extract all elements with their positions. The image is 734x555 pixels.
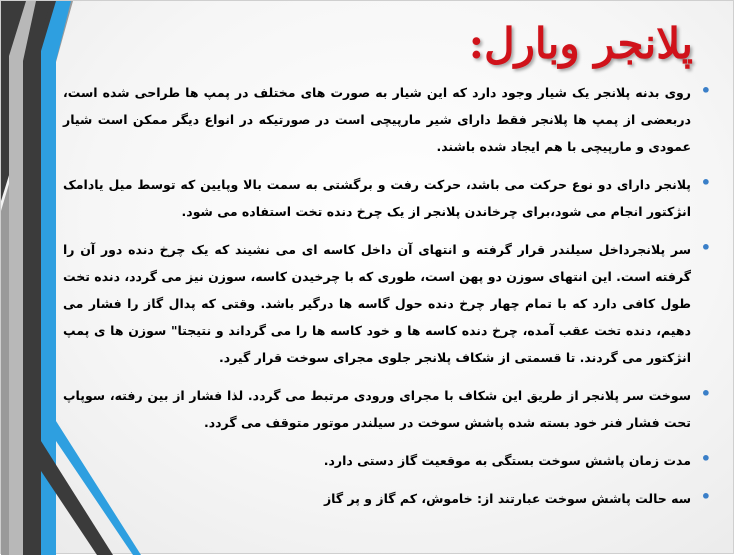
bullet-text: مدت زمان پاشش سوخت بستگی به موقعیت گاز دستی دارد.	[323, 453, 691, 468]
bullet-item	[63, 236, 715, 371]
bullet-item	[63, 447, 715, 474]
bullet-dot-icon: •	[700, 238, 711, 257]
bullet-dot-icon: •	[700, 81, 711, 100]
bullet-dot-icon: •	[700, 384, 711, 403]
bullet-item	[63, 79, 715, 160]
bullet-text: روی بدنه پلانجر یک شیار وجود دارد که این شیار به صورت های مختلف در پمپ ها طراحی شده است، دربعضی از پمپ ها پلانجر فقط دارای شیر مارپیچی است در صورتیکه در انواع دیگر ممکن است شیار عمودی و مارپیچی با هم ایجاد شده باشند.	[63, 85, 691, 154]
bullet-text: سر پلانجرداخل سیلندر قرار گرفته و انتهای آن داخل کاسه ای می نشیند که یک چرخ دنده دور آن را گرفته است. این انتهای سوزن دو پهن است، طوری که با چرخیدن کاسه، سوزن نیز می گردد، دنده تخت طول کافی دارد که با تمام چهار چرخ دنده حول گاسه ها درگیر باشد. وقتی که پدال گاز را فشار می دهیم، دنده تخت عقب آمده، چرخ دنده کاسه ها و خود کاسه ها را می گرداند و نتیجتا" سوزن ها ی پمپ انژکتور می گردند. تا قسمتی از شکاف پلانجر جلوی مجرای سوخت قرار گیرد.	[63, 242, 691, 365]
bullet-dot-icon: •	[700, 449, 711, 468]
bullet-text: سوخت سر پلانجر از طریق این شکاف با مجرای ورودی مرتبط می گردد. لذا فشار از بین رفته، سوپاپ تحت فشار فنر خود بسته شده پاشش سوخت در سیلندر موتور متوقف می گردد.	[63, 388, 691, 430]
bullet-text: پلانجر دارای دو نوع حرکت می باشد، حرکت رفت و برگشتی به سمت بالا وپایین که توسط میل یادامک انژکتور انجام می شود،برای چرخاندن پلانجر از یک چرخ دنده تخت استفاده می شود.	[63, 177, 691, 219]
bullet-item	[63, 382, 715, 436]
bullet-text: سه حالت پاشش سوخت عبارتند از: خاموش، کم گاز و پر گاز	[323, 491, 691, 506]
bullet-dot-icon: •	[700, 487, 711, 506]
slide-title: پلانجر وبارل:	[468, 19, 693, 68]
bullet-dot-icon: •	[700, 173, 711, 192]
bullet-list	[63, 79, 715, 523]
bullet-item	[63, 485, 715, 512]
bullet-item	[63, 171, 715, 225]
